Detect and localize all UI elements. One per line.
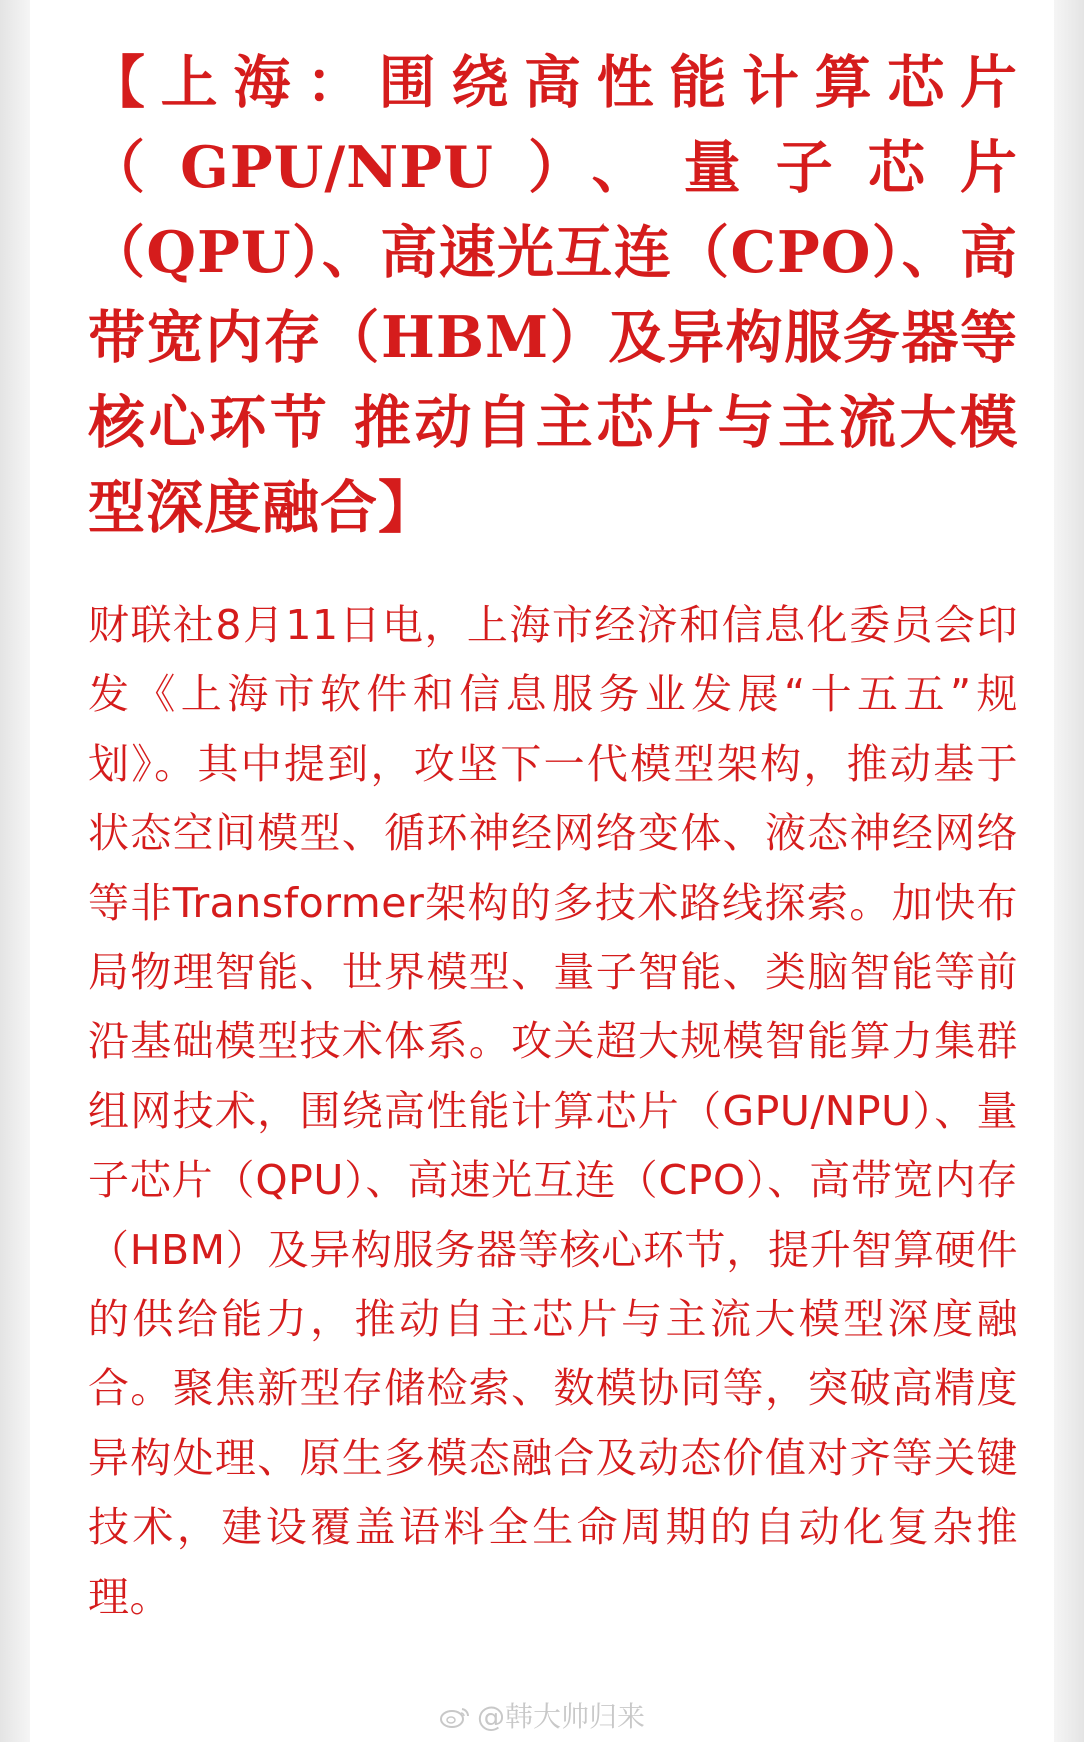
- watermark-text: @韩大帅归来: [476, 1700, 645, 1733]
- watermark: [0, 1700, 1084, 1734]
- article-body: 财联社8月11日电，上海市经济和信息化委员会印发《上海市软件和信息服务业发展“十五五”规划》。其中提到，攻坚下一代模型架构，推动基于状态空间模型、循环神经网络变体、液态神经网络等非Transformer架构的多技术路线探索。加快布局物理智能、世界模型、量子智能、类脑智能等前沿基础模型技术体系。攻关超大规模智能算力集群组网技术，围绕高性能计算芯片（GPU/NPU）、量子芯片（QPU）、高速光互连（CPO）、高带宽内存（HBM）及异构服务器等核心环节，提升智算硬件的供给能力，推动自主芯片与主流大模型深度融合。聚焦新型存储检索、数模协同等，突破高精度异构处理、原生多模态融合及动态价值对齐等关键技术，建设覆盖语料全生命周期的自动化复杂推理。: [88, 601, 1018, 1621]
- article-page: [30, 0, 1054, 1742]
- article-headline: 【上海：围绕高性能计算芯片（GPU/NPU）、量子芯片（QPU）、高速光互连（CPO）、高带宽内存（HBM）及异构服务器等核心环节 推动自主芯片与主流大模型深度融合】: [88, 49, 1018, 541]
- weibo-icon: [439, 1705, 471, 1729]
- right-shadow: [1054, 0, 1084, 1742]
- left-shadow: [0, 0, 30, 1742]
